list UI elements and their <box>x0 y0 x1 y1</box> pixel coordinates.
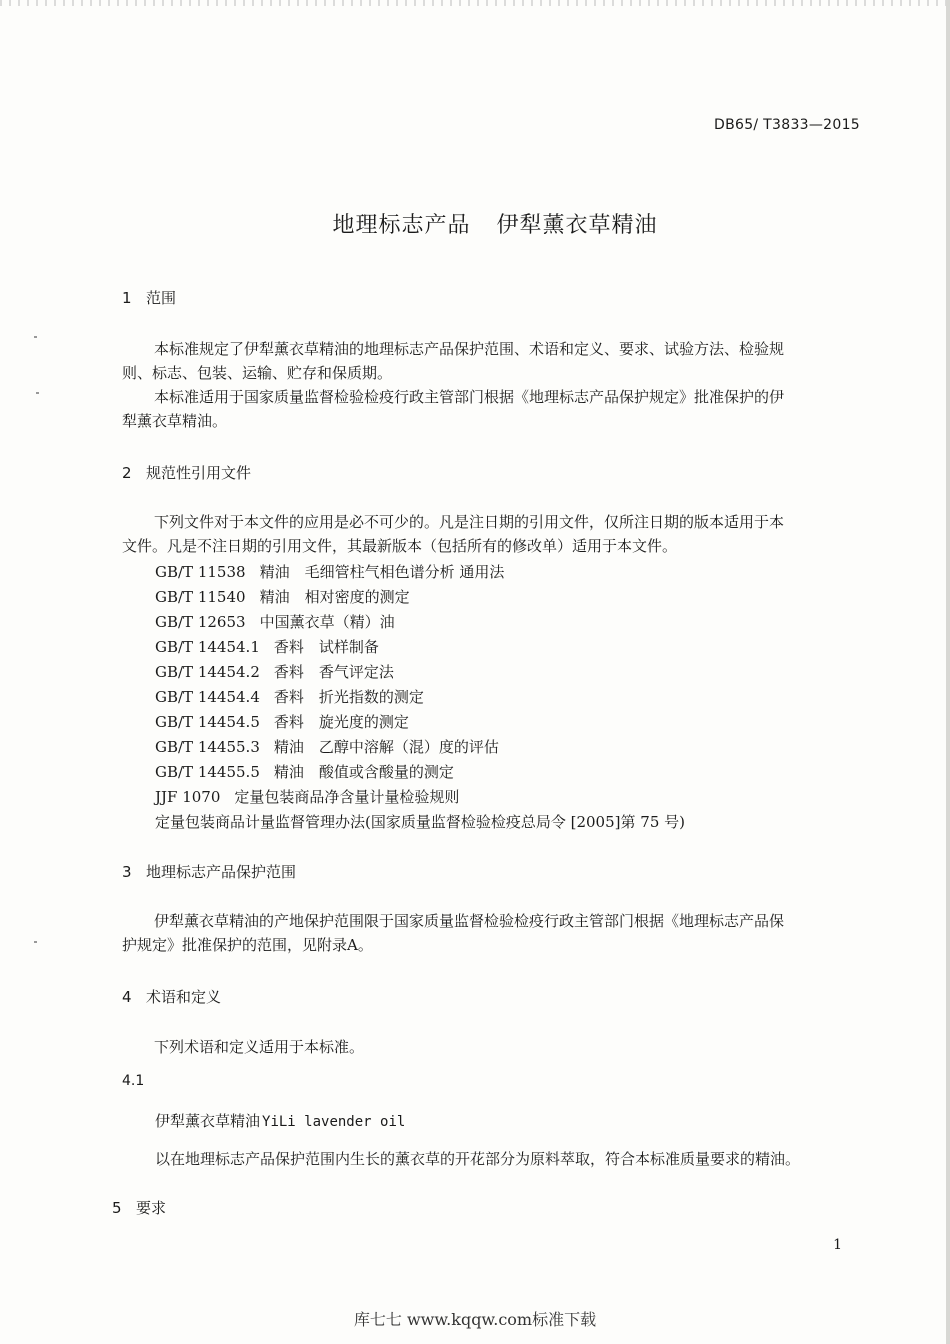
section-heading: 2 规范性引用文件 <box>122 464 252 482</box>
normative-intro: 下列文件对于本文件的应用是必不可少的。凡是注日期的引用文件，仅所注日期的版本适用于本 文件。凡是不注日期的引用文件，其最新版本（包括所有的修改单）适用于本文件。 <box>122 513 785 555</box>
reference-item: GB/T 14454.1 香料 试样制备 <box>155 638 379 656</box>
reference-item: GB/T 14455.3 精油 乙醇中溶解（混）度的评估 <box>155 738 499 756</box>
reference-item: GB/T 14454.5 香料 旋光度的测定 <box>155 713 409 731</box>
title-part-2: 伊犁薰衣草精油 <box>496 213 658 238</box>
reference-item: GB/T 14454.4 香料 折光指数的测定 <box>155 688 424 706</box>
section-heading: 4 术语和定义 <box>122 988 222 1006</box>
scan-artifact-edge <box>946 0 950 1344</box>
scope-paragraph-1: 本标准规定了伊犁薰衣草精油的地理标志产品保护范围、术语和定义、要求、试验方法、检验规 则、标志、包装、运输、贮存和保质期。 <box>122 340 785 382</box>
scan-speck <box>34 941 37 943</box>
reference-list <box>155 560 685 835</box>
page-number: 1 <box>833 1237 842 1253</box>
section-heading: 1 范围 <box>122 289 177 307</box>
scan-speck <box>36 392 39 394</box>
reference-item: GB/T 11540 精油 相对密度的测定 <box>155 588 410 606</box>
standard-code: DB65/ T3833—2015 <box>714 117 860 133</box>
reference-item: GB/T 14454.2 香料 香气评定法 <box>155 663 394 681</box>
reference-item: GB/T 14455.5 精油 酸值或含酸量的测定 <box>155 763 454 781</box>
section-heading: 5 要求 <box>112 1199 167 1217</box>
scan-artifact-top <box>0 0 950 6</box>
scan-speck <box>34 336 37 338</box>
term-number: 4.1 <box>122 1073 145 1089</box>
reference-item: 定量包装商品计量监督管理办法(国家质量监督检验检疫总局令 [2005]第 75 号) <box>155 813 685 831</box>
reference-item: JJF 1070 定量包装商品净含量计量检验规则 <box>155 788 460 806</box>
title-part-1: 地理标志产品 <box>332 213 471 238</box>
document-title <box>0 208 950 239</box>
footer-watermark: 库七七 www.kqqw.com标准下载 <box>353 1310 597 1329</box>
section-heading: 3 地理标志产品保护范围 <box>122 863 297 881</box>
term-name: 伊犁薰衣草精油 YiLi lavender oil <box>155 1112 406 1130</box>
scope-paragraph-2: 本标准适用于国家质量监督检验检疫行政主管部门根据《地理标志产品保护规定》批准保护的伊 犁薰衣草精油。 <box>122 388 785 430</box>
term-definition: 以在地理标志产品保护范围内生长的薰衣草的开花部分为原料萃取，符合本标准质量要求的精油。 <box>155 1150 801 1168</box>
reference-item: GB/T 12653 中国薰衣草（精）油 <box>155 613 395 631</box>
terms-intro: 下列术语和定义适用于本标准。 <box>154 1038 365 1056</box>
reference-item: GB/T 11538 精油 毛细管柱气相色谱分析 通用法 <box>155 563 505 581</box>
protection-paragraph: 伊犁薰衣草精油的产地保护范围限于国家质量监督检验检疫行政主管部门根据《地理标志产品保 护规定》批准保护的范围，见附录A。 <box>122 912 785 954</box>
